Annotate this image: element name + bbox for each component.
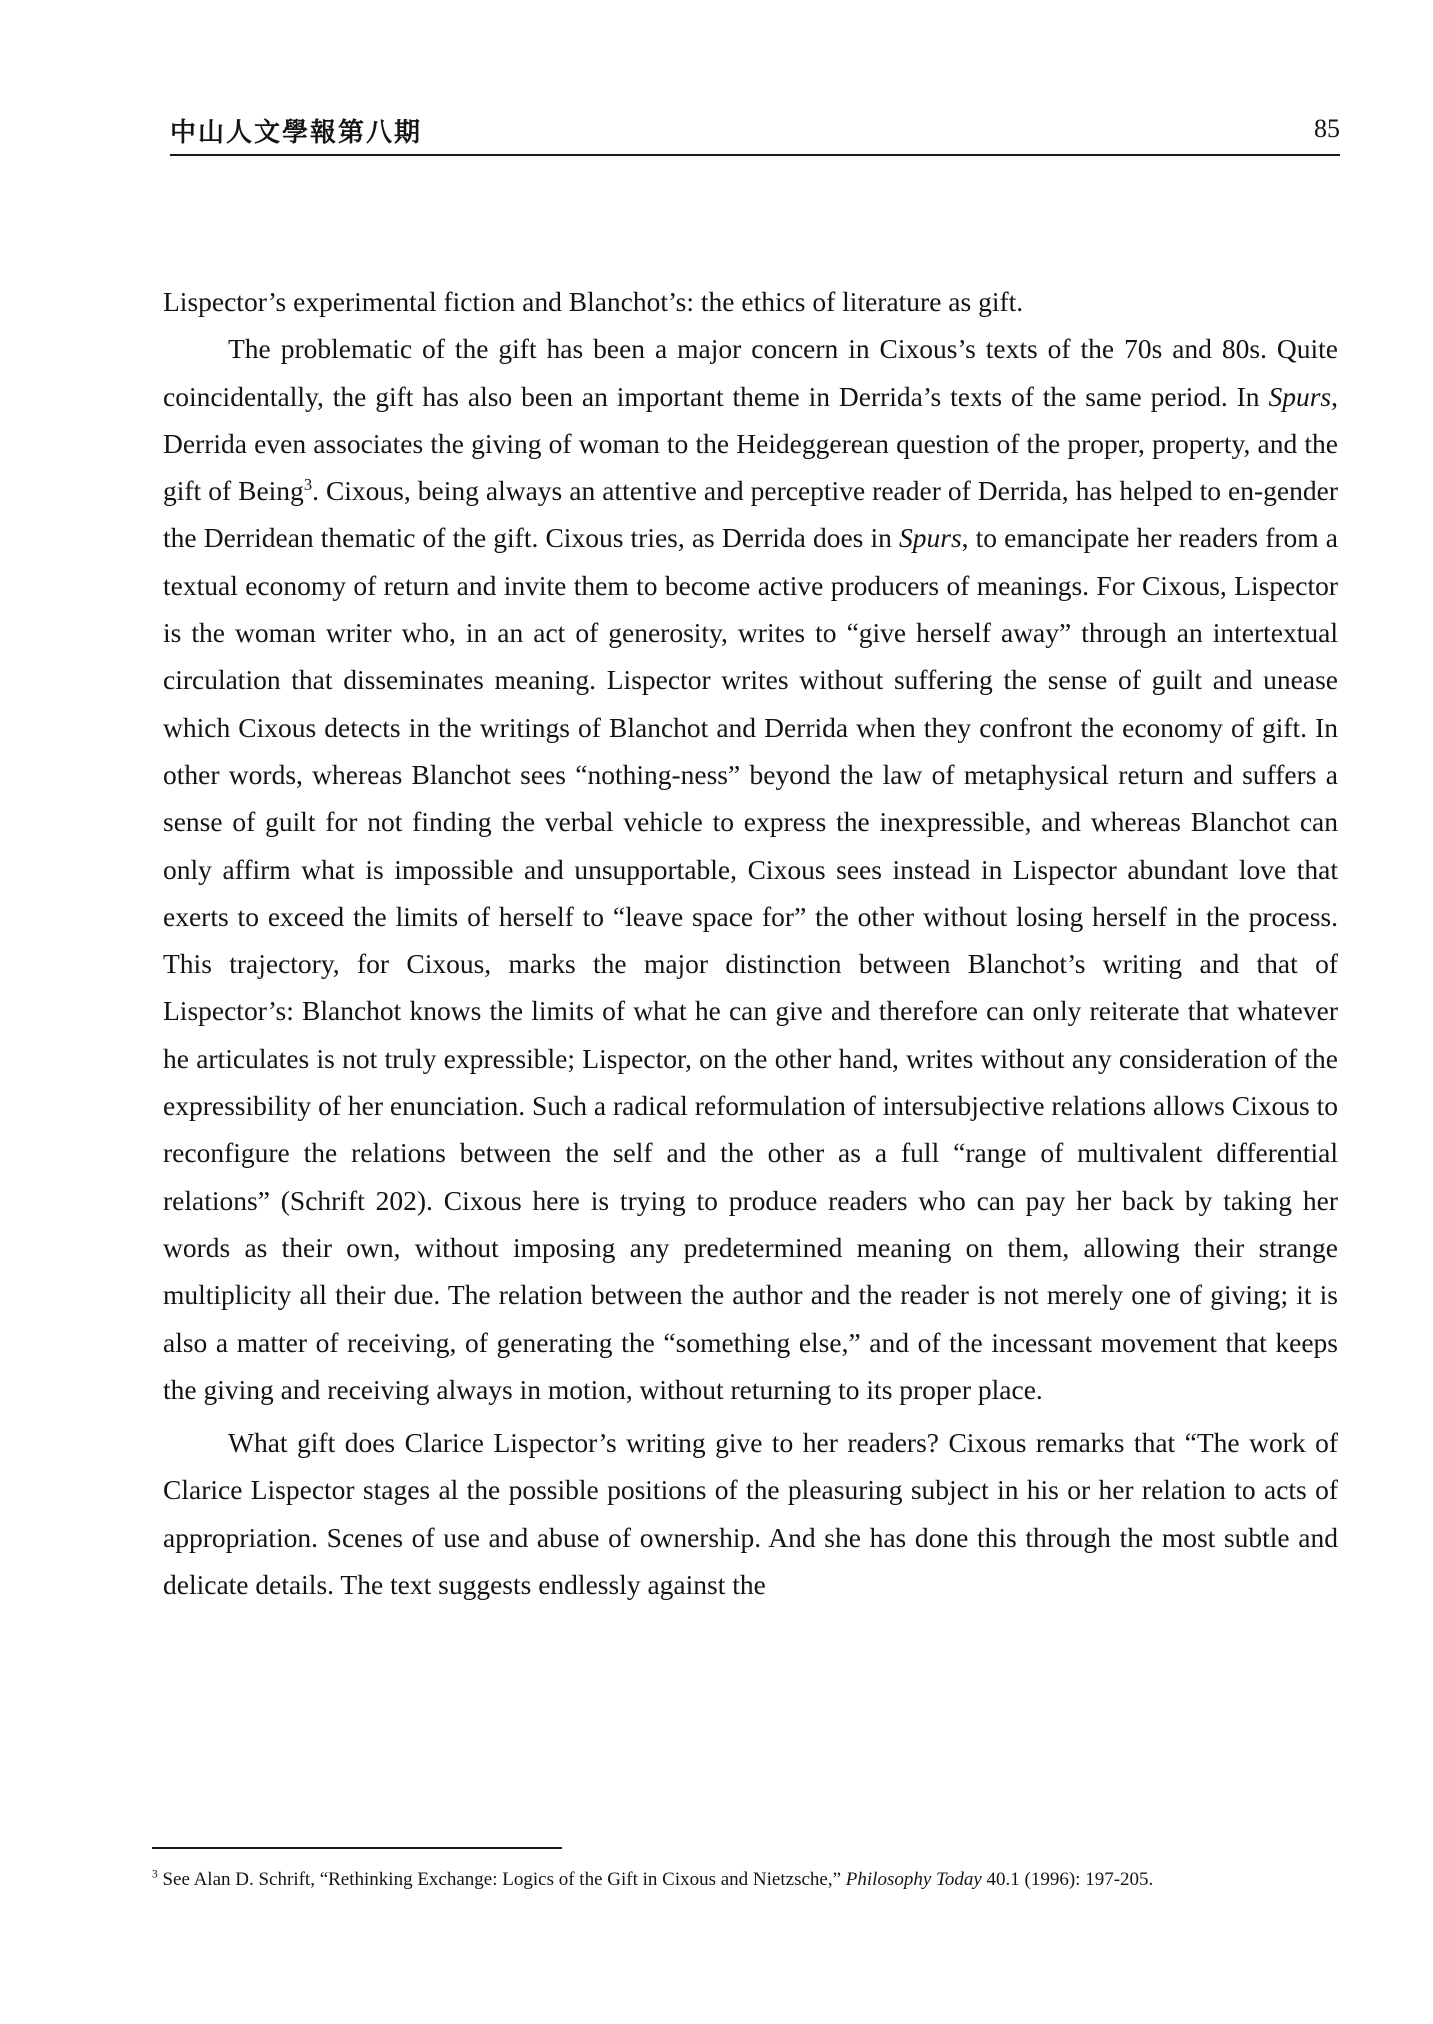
title-spurs: Spurs — [1268, 380, 1332, 412]
page-number: 85 — [1314, 114, 1340, 143]
footnote-number: 3 — [152, 1868, 158, 1881]
footnote-journal-title: Philosophy Today — [845, 1869, 982, 1890]
paragraph-1-text: Lispector’s experimental fiction and Blanchot’s: the ethics of literature as gift. — [163, 286, 1024, 317]
body-text — [163, 278, 1338, 1608]
paragraph-2-text-b: , Derrida even associates the giving of woman to the Heideggerean question of the proper, property, and the gift of Being — [163, 380, 1338, 507]
journal-title: 中山人文學報第八期 — [170, 118, 423, 148]
paragraph-2-text-d: , to emancipate her readers from a textual economy of return and invite them to become active producers of meanings. For Cixous, Lispector is the woman writer who, in an act of generosity, writes to “give herself away” through an intertextual circulation that disseminates meaning. Lispector writes without suffering the sense of guilt and unease which Cixous detects in the writings of Blanchot and Derrida when they confront the economy of gift. In other words, whereas Blanchot sees “nothing-ness” beyond the law of metaphysical return and suffers a sense of guilt for not finding the verbal vehicle to express the inexpressible, and whereas Blanchot can only affirm what is impossible and unsupportable, Cixous sees instead in Lispector abundant love that exerts to exceed the limits of herself to “leave space for” the other without losing herself in the process. This trajectory, for Cixous, marks the major distinction between Blanchot’s writing and that of Lispector’s: Blanchot knows the limits of what he can give and therefore can only reiterate that whatever he articulates is not truly expressible; Lispector, on the other hand, writes without any consideration of the expressibility of her enunciation. Such a radical reformulation of intersubjective relations allows Cixous to reconfigure the relations between the self and the other as a full “range of multivalent differential relations” (Schrift 202). Cixous here is trying to produce readers who can pay her back by taking her words as their own, without imposing any predetermined meaning on them, allowing their strange multiplicity all their due. The relation between the author and the reader is not merely one of giving; it is also a matter of receiving, of generating the “something else,” and of the incessant movement that keeps the giving and receiving always in motion, without returning to its proper place. — [163, 522, 1338, 1405]
paragraph-2-text-c: . Cixous, being always an attentive and perceptive reader of Derrida, has helped to en-gender the Derridean thematic of the gift. Cixous tries, as Derrida does in — [163, 475, 1338, 554]
footnote-rule — [152, 1847, 562, 1849]
paragraph-3-text: What gift does Clarice Lispector’s writing give to her readers? Cixous remarks that “The work of Clarice Lispector stages al the possible positions of the pleasuring subject in his or her relation to acts of appropriation. Scenes of use and abuse of ownership. And she has done this through the most subtle and delicate details. The text suggests endlessly against the — [163, 1427, 1338, 1601]
paragraph-2 — [163, 325, 1338, 1413]
title-spurs: Spurs — [899, 522, 962, 554]
header-rule — [170, 154, 1340, 156]
footnote-text-before: See Alan D. Schrift, “Rethinking Exchange: Logics of the Gift in Cixous and Nietzsche,” — [157, 1869, 846, 1890]
footnote — [152, 1867, 1342, 1893]
footnote-text-after: 40.1 (1996): 197-205. — [981, 1869, 1154, 1890]
paragraph-2-text-a: The problematic of the gift has been a major concern in Cixous’s texts of the 70s and 80s. Quite coincidentally, the gift has also been an important theme in Derrida’s texts of the same period. In — [163, 333, 1338, 412]
paragraph-1 — [163, 278, 1338, 325]
footnote-reference: 3 — [303, 475, 313, 495]
running-head — [170, 112, 1340, 158]
paragraph-3 — [163, 1419, 1338, 1608]
